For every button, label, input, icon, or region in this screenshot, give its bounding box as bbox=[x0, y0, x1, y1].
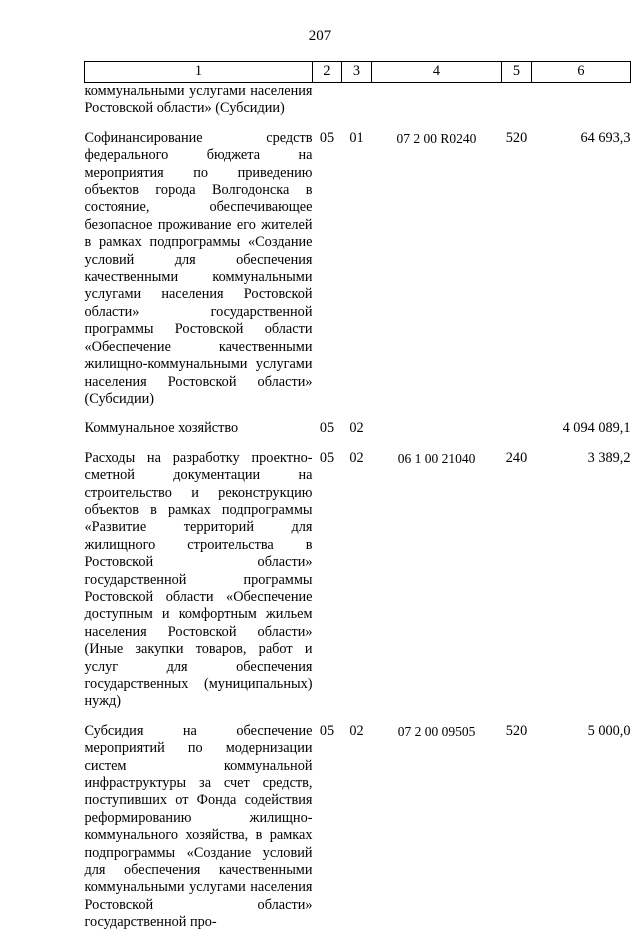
column-header: 1 bbox=[85, 62, 313, 83]
column-header: 3 bbox=[342, 62, 372, 83]
row-section bbox=[313, 83, 342, 130]
column-header: 4 bbox=[372, 62, 502, 83]
page-number: 207 bbox=[308, 28, 332, 44]
row-amount: 4 094 089,1 bbox=[562, 420, 631, 437]
row-target-article: 07 2 00 R0240 bbox=[396, 130, 477, 146]
row-description: Расходы на разработку проектно-сметной документации на строительство и реконструкцию объектов в рамках подпрограммы «Развитие территорий для жилищного строительства в Ростовской области» государственной программы Ростовской области «Обеспечение доступным и комфортным жильем населения Ростовской области» (Иные закупки товаров, работ и услуг для обеспечения государственных (муниципальных) нужд) bbox=[84, 449, 313, 710]
column-header: 6 bbox=[532, 62, 631, 83]
table-row bbox=[85, 723, 631, 944]
row-target-article bbox=[372, 83, 502, 130]
column-header: 5 bbox=[502, 62, 532, 83]
row-expense-type bbox=[502, 83, 532, 130]
row-subsection: 01 bbox=[349, 129, 364, 146]
row-description: коммунальными услугами населения Ростовской области» (Субсидии) bbox=[84, 83, 313, 117]
row-expense-type: 240 bbox=[505, 449, 528, 466]
row-amount bbox=[532, 83, 631, 130]
row-expense-type: 520 bbox=[505, 722, 528, 739]
row-target-article: 06 1 00 21040 bbox=[397, 450, 476, 466]
row-section: 05 bbox=[319, 449, 335, 466]
row-description: Субсидия на обеспечение мероприятий по модернизации систем коммунальной инфраструктуры за счет средств, поступивших от Фонда содействия реформированию жилищно-коммунального хозяйства, в рамках подпрограммы «Создание условий для обеспечения качественными коммунальными услугами населения Ростовской области» государственной про- bbox=[84, 722, 313, 931]
table-row bbox=[85, 420, 631, 449]
table-header-row bbox=[85, 62, 631, 83]
column-header: 2 bbox=[313, 62, 342, 83]
table-row bbox=[85, 130, 631, 421]
row-amount: 5 000,0 bbox=[587, 722, 631, 739]
row-section: 05 bbox=[319, 129, 335, 146]
row-subsection bbox=[342, 83, 372, 130]
row-amount: 64 693,3 bbox=[580, 129, 631, 146]
row-subsection: 02 bbox=[349, 722, 364, 739]
row-description: Коммунальное хозяйство bbox=[84, 420, 239, 437]
row-subsection: 02 bbox=[349, 449, 364, 466]
row-subsection: 02 bbox=[349, 420, 364, 437]
row-amount: 3 389,2 bbox=[587, 449, 631, 466]
budget-table bbox=[84, 61, 631, 944]
row-expense-type bbox=[502, 420, 532, 449]
table-row bbox=[85, 83, 631, 130]
row-section: 05 bbox=[319, 722, 335, 739]
row-target-article bbox=[372, 420, 502, 449]
row-description: Софинансирование средств федерального бюджета на мероприятия по приведению объектов города Волгодонска в состояние, обеспечивающее безопасное проживание его жителей в рамках подпрограммы «Создание условий для обеспечения качественными коммунальными услугами населения Ростовской области» государственной программы Ростовской области «Обеспечение качественными жилищно-коммунальными услугами населения Ростовской области» (Субсидии) bbox=[84, 129, 313, 407]
row-expense-type: 520 bbox=[505, 129, 528, 146]
row-section: 05 bbox=[319, 420, 335, 437]
table-row bbox=[85, 450, 631, 723]
row-target-article: 07 2 00 09505 bbox=[397, 723, 476, 739]
